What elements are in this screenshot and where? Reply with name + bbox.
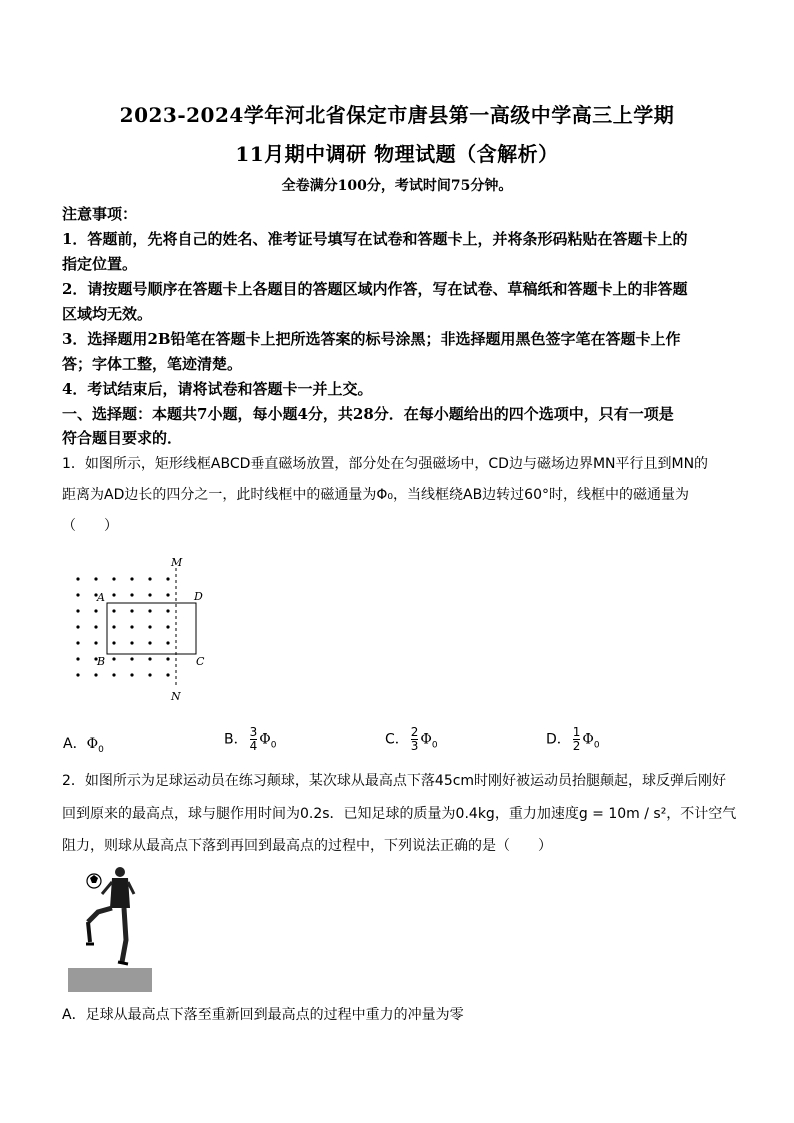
notice-item-2a: 2．请按题号顺序在答题卡上各题目的答题区域内作答，写在试卷、草稿纸和答题卡上的非答题 (62, 280, 688, 298)
field-dot (148, 673, 151, 676)
field-dot (112, 641, 115, 644)
notice-item-1b: 指定位置。 (62, 255, 138, 273)
section1-line-2: 符合题目要求的． (62, 429, 183, 447)
q1-option-b[interactable]: B． $\frac{3}{4}$ $\Phi_0$ (224, 725, 277, 753)
q2-line-1: 2．如图所示为足球运动员在练习颠球，某次球从最高点下落45cm时刚好被运动员抬腿颠起，球反弹后刚好 (62, 773, 727, 789)
field-dot (130, 625, 133, 628)
field-dot (76, 673, 79, 676)
notice-item-3b: 答；字体工整，笔迹清楚。 (62, 355, 243, 373)
field-dot (166, 593, 169, 596)
field-dot (112, 593, 115, 596)
q1-option-a[interactable]: A．$\Phi_0$ (63, 736, 104, 755)
field-dot (112, 657, 115, 660)
field-dot (94, 673, 97, 676)
q1-line-3: （ ） (62, 518, 118, 534)
q2-line-2: 回到原来的最高点，球与腿作用时间为0.2s．已知足球的质量为0.4kg，重力加速度g = 10m / s²，不计空气 (62, 806, 737, 822)
field-dot (76, 657, 79, 660)
exam-info: 全卷满分100分，考试时间75分钟。 (281, 178, 513, 194)
label-m: M (171, 556, 183, 569)
field-dot (166, 657, 169, 660)
field-dot (112, 673, 115, 676)
magnetic-field-figure (66, 554, 226, 704)
field-dot (94, 609, 97, 612)
q1-line-2: 距离为AD边长的四分之一，此时线框中的磁通量为Φ₀，当线框绕AB边转过60°时，线框中的磁通量为 (62, 487, 689, 503)
section1-line-1: 一、选择题：本题共7小题，每小题4分，共28分．在每小题给出的四个选项中，只有一项是 (62, 405, 674, 423)
notice-item-2b: 区域均无效。 (62, 305, 153, 323)
notice-item-3a: 3．选择题用2B铅笔在答题卡上把所选答案的标号涂黑；非选择题用黑色签字笔在答题卡上作 (62, 330, 681, 348)
q1-option-c[interactable]: C． $\frac{2}{3}$ $\Phi_0$ (385, 725, 438, 753)
label-n: N (171, 690, 181, 703)
ground (68, 968, 152, 992)
field-dot (76, 577, 79, 580)
football-player-photo (68, 860, 152, 992)
field-dot (130, 657, 133, 660)
field-dot (94, 625, 97, 628)
field-dot (112, 625, 115, 628)
field-dot (148, 641, 151, 644)
field-dot (76, 625, 79, 628)
q1-line-1: 1．如图所示，矩形线框ABCD垂直磁场放置，部分处在匀强磁场中，CD边与磁场边界MN平行且到MN的 (62, 456, 709, 472)
label-d: D (194, 590, 203, 603)
field-dot (130, 673, 133, 676)
field-dot (148, 577, 151, 580)
field-dot (130, 641, 133, 644)
field-dot (112, 577, 115, 580)
notice-item-1a: 1．答题前，先将自己的姓名、准考证号填写在试卷和答题卡上，并将条形码粘贴在答题卡上的 (62, 230, 688, 248)
title-line-1: 2023-2024学年河北省保定市唐县第一高级中学高三上学期 (119, 103, 675, 127)
field-dot (76, 641, 79, 644)
standing-leg (122, 908, 126, 962)
field-dot (166, 641, 169, 644)
field-dot (166, 609, 169, 612)
field-dot (166, 577, 169, 580)
field-dot (130, 577, 133, 580)
notice-heading: 注意事项： (62, 205, 138, 223)
player-head (115, 867, 125, 877)
q2-line-3: 阻力，则球从最高点下落到再回到最高点的过程中，下列说法正确的是（ ） (62, 838, 552, 854)
field-dot (112, 609, 115, 612)
field-dot (148, 657, 151, 660)
field-dot (148, 625, 151, 628)
field-dot (166, 625, 169, 628)
field-dot (94, 641, 97, 644)
q2-option-a[interactable]: A．足球从最高点下落至重新回到最高点的过程中重力的冲量为零 (62, 1007, 464, 1023)
q1-option-d[interactable]: D． $\frac{1}{2}$ $\Phi_0$ (546, 725, 600, 753)
field-dot (166, 673, 169, 676)
field-dot (130, 609, 133, 612)
field-dot (94, 577, 97, 580)
field-dot (148, 593, 151, 596)
label-c: C (196, 655, 205, 668)
title-line-2: 11月期中调研 物理试题（含解析） (235, 142, 559, 166)
raised-leg (88, 908, 112, 922)
field-dot (76, 609, 79, 612)
field-dot (130, 593, 133, 596)
magnetic-field-dots (76, 577, 169, 676)
field-dot (148, 609, 151, 612)
label-a: A (97, 591, 105, 604)
field-dot (76, 593, 79, 596)
label-b: B (97, 655, 106, 668)
notice-item-4: 4．考试结束后，请将试卷和答题卡一并上交。 (62, 380, 373, 398)
